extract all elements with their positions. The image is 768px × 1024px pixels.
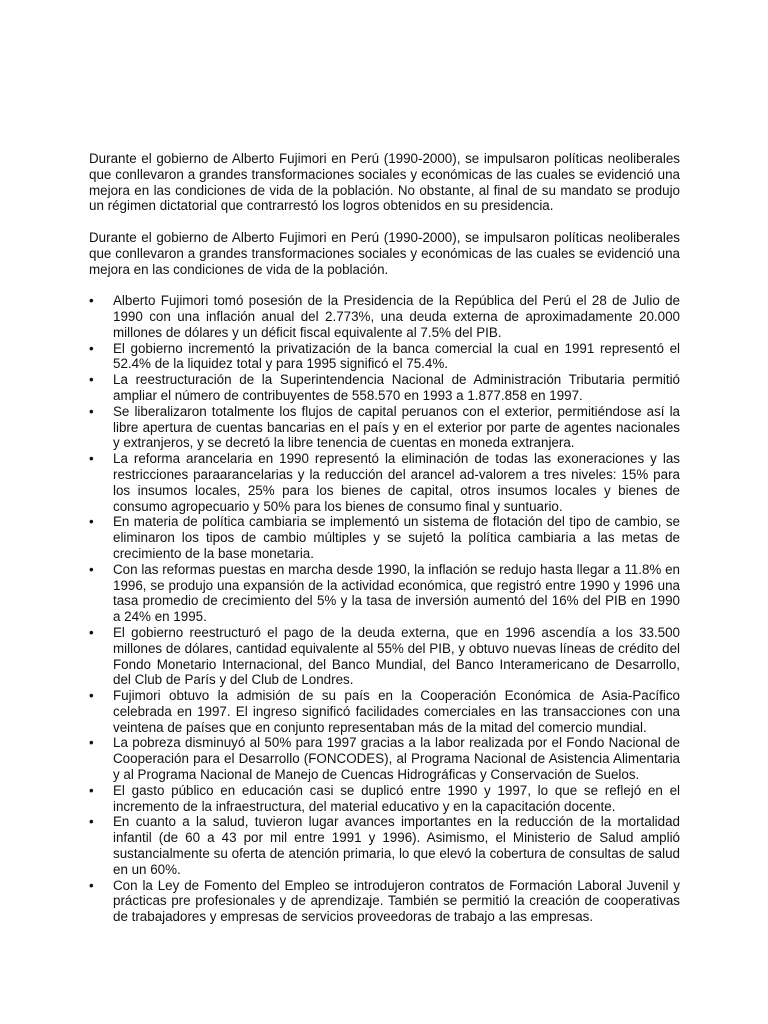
bullet-icon: • [89, 814, 94, 830]
bullet-icon: • [89, 372, 94, 388]
list-item [89, 293, 680, 340]
bullet-icon: • [89, 340, 94, 356]
bullet-icon: • [89, 451, 94, 467]
list-item [89, 341, 680, 373]
document-page [89, 151, 680, 925]
list-item-text: Fujimori obtuvo la admisión de su país en la Cooperación Económica de Asia-Pacífico celebrada en 1997. El ingreso significó facilidades comerciales en las transacciones con una veintena de países que en conjunto representaban más de la mitad del comercio mundial. [113, 688, 680, 735]
bullet-list [89, 293, 680, 925]
bullet-icon: • [89, 624, 94, 640]
list-item-text: El gobierno reestructuró el pago de la deuda externa, que en 1996 ascendía a los 33.500 millones de dólares, cantidad equivalente al 55% del PIB, y obtuvo nuevas líneas de crédito del Fondo Monetario Internacional, del Banco Mundial, del Banco Interamericano de Desarrollo, del Club de París y del Club de Londres. [113, 624, 680, 688]
list-item [89, 783, 680, 815]
list-item [89, 404, 680, 451]
list-item [89, 451, 680, 514]
list-item-text: Se liberalizaron totalmente los flujos de capital peruanos con el exterior, permitiéndose así la libre apertura de cuentas bancarias en el país y en el exterior por parte de agentes nacionales y extranjeros, y se decretó la libre tenencia de cuentas en moneda extranjera. [113, 403, 680, 451]
list-item-text: La reestructuración de la Superintendencia Nacional de Administración Tributaria permitió ampliar el número de contribuyentes de 558.570 en 1993 a 1.877.858 en 1997. [113, 372, 680, 403]
list-item-text: Alberto Fujimori tomó posesión de la Presidencia de la República del Perú el 28 de Julio de 1990 con una inflación anual del 2.773%, una deuda externa de aproximadamente 20.000 millones de dólares y un déficit fiscal equivalente al 7.5% del PIB. [113, 293, 680, 340]
bullet-icon: • [89, 688, 94, 704]
summary-paragraph: Durante el gobierno de Alberto Fujimori en Perú (1990-2000), se impulsaron políticas neoliberales que conllevaron a grandes transformaciones sociales y económicas de las cuales se evidenció una mejora en las condiciones de vida de la población. [89, 229, 680, 277]
list-item-text: El gasto público en educación casi se duplicó entre 1990 y 1997, lo que se reflejó en el incremento de la infraestructura, del material educativo y en la capacitación docente. [113, 782, 680, 814]
bullet-icon: • [89, 561, 94, 577]
list-item-text: En materia de política cambiaria se implementó un sistema de flotación del tipo de cambio, se eliminaron los tipos de cambio múltiples y se sujetó la política cambiaria a las metas de crecimiento de la base monetaria. [113, 514, 680, 561]
bullet-icon: • [89, 293, 94, 309]
list-item-text: Con las reformas puestas en marcha desde 1990, la inflación se redujo hasta llegar a 11.8% en 1996, se produjo una expansión de la actividad económica, que registró entre 1990 y 1996 una tasa promedio de crecimiento del 5% y la tasa de inversión aumentó del 16% del PIB en 1990 a 24% en 1995. [113, 561, 680, 625]
list-item [89, 878, 680, 925]
bullet-icon: • [89, 782, 94, 798]
list-item [89, 688, 680, 735]
list-item-text: El gobierno incrementó la privatización de la banca comercial la cual en 1991 representó el 52.4% de la liquidez total y para 1995 significó el 75.4%. [113, 340, 680, 372]
list-item-text: La pobreza disminuyó al 50% para 1997 gracias a la labor realizada por el Fondo Nacional de Cooperación para el Desarrollo (FONCODES), al Programa Nacional de Asistencia Alimentaria y al Programa Nacional de Manejo de Cuencas Hidrográficas y Conservación de Suelos. [113, 735, 680, 783]
list-item [89, 814, 680, 877]
bullet-icon: • [89, 403, 94, 419]
list-item [89, 514, 680, 561]
list-item-text: En cuanto a la salud, tuvieron lugar avances importantes en la reducción de la mortalidad infantil (de 60 a 43 por mil entre 1991 y 1996). Asimismo, el Ministerio de Salud amplió sustancialmente su oferta de atención primaria, lo que elevó la cobertura de consultas de salud en un 60%. [113, 814, 680, 877]
bullet-icon: • [89, 514, 94, 530]
bullet-icon: • [89, 877, 94, 893]
list-item-text: Con la Ley de Fomento del Empleo se introdujeron contratos de Formación Laboral Juvenil y prácticas pre profesionales y de aprendizaje. También se permitió la creación de cooperativas de trabajadores y empresas de servicios proveedoras de trabajo a las empresas. [113, 877, 680, 925]
list-item-text: La reforma arancelaria en 1990 representó la eliminación de todas las exoneraciones y las restricciones paraarancelarias y la reducción del arancel ad-valorem a tres niveles: 15% para los insumos locales, 25% para los bienes de capital, otros insumos locales y bienes de consumo agropecuario y 50% para los bienes de consumo final y suntuario. [113, 451, 680, 514]
list-item [89, 735, 680, 782]
intro-paragraph: Durante el gobierno de Alberto Fujimori en Perú (1990-2000), se impulsaron políticas neoliberales que conllevaron a grandes transformaciones sociales y económicas de las cuales se evidenció una mejora en las condiciones de vida de la población. No obstante, al final de su mandato se produjo un régimen dictatorial que contrarrestó los logros obtenidos en su presidencia. [89, 151, 680, 214]
list-item [89, 372, 680, 404]
bullet-icon: • [89, 735, 94, 751]
list-item [89, 625, 680, 688]
list-item [89, 562, 680, 625]
